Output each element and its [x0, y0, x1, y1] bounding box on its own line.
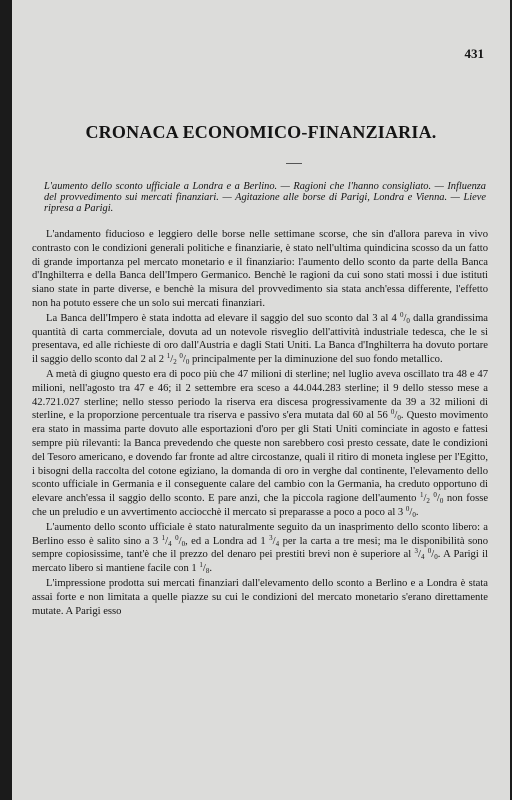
title-divider: [286, 163, 302, 164]
fraction-numerator: 0: [179, 352, 183, 361]
paragraph-5: L'impressione prodotta sui mercati finanziari dall'elevamento dello sconto a Berlino e a Londra è stata assai forte e non limitata a quelle piazze su cui le condizioni del mercato monetario s'erano direttamente mutate. A Parigi esso: [32, 577, 488, 617]
fraction-numerator: 0: [433, 491, 437, 500]
fraction-denominator: 0: [397, 414, 401, 423]
fraction-numerator: 3: [269, 533, 273, 542]
paragraph-4-text: . A Parigi il mercato libero si mantiene facile con 1: [32, 549, 488, 575]
fraction-denominator: 0: [434, 553, 438, 562]
fraction-denominator: 2: [173, 358, 177, 367]
fraction-denominator: 0: [181, 539, 186, 548]
fraction-denominator: 0: [406, 316, 410, 325]
paragraph-1: L'andamento fiducioso e leggiero delle borse nelle settimane scorse, che sin d'allora pareva in vivo contrasto con le condizioni generali politiche e finanziarie, è stato nell'ultima quindicina scosso da un fatto di grande importanza pel mercato monetario e il finanziario: l'aumento dello sconto da parte della Banca d'Inghilterra e della Banca dell'Impero Germanico. Benchè le ragioni da cui sono stati mossi i due istituti siano state in parte diverse, e benchè la misura del provvedimento sia stata anch'essa differente, l'effetto non ha potuto essere che un solo sui mercati finanziari.: [32, 229, 488, 309]
paragraph-2-text: La Banca dell'Impero è stata indotta ad elevare il saggio del suo sconto dal 3 al 4: [46, 312, 397, 324]
paragraph-3-text: non fosse che un preludio e un avvertimento acciocchè il mercato si preparasse a poco a poco al 3: [32, 493, 489, 518]
paragraph-4-text: per la carta a tre mesi; ma le disponibilità sono sempre copiosissime, tant'è che il prezzo del denaro pei prestiti brevi non è superiore al: [32, 535, 489, 561]
article-body: [32, 228, 488, 619]
fraction-numerator: 0: [175, 533, 179, 542]
fraction-numerator: 1: [419, 491, 424, 500]
paragraph-3-text: . Questo movimento era stato in massima parte dovuto alle esportazioni d'oro per gli Stati Uniti cominciate in agosto e fattesi sempre più rilevanti: la Banca prevedendo che queste non sarebbero così presto cessate, date le condizioni del Tesoro americano, e dovendo far fronte ad altre circostanze, quali il ritiro di moneta inglese per l'Egitto, i bisogni della raccolta del cotone egiziano, la domanda di oro in verghe dal continente, l'elevamento dello sconto ufficiale in Germania e il conseguente calare del cambio con la Germania, ha creduto opportuno di elevare anch'essa il saggio dello sconto. E pare anzi, che la piccola ragione dell'aumento: [32, 410, 488, 505]
fraction-numerator: 1: [199, 561, 203, 570]
paragraph-2: La Banca dell'Impero è stata indotta ad elevare il saggio del suo sconto dal 3 al 4 $^0/_0$ dalla grandissima quantità di carta commerciale, dovuta ad un notevole risveglio dell'attività industriale tedesca, che le si presentava, ed alle richieste di oro dall'Austria e dagli Stati Uniti. La Banca d'Inghilterra ha dovuto portare il saggio dello sconto dal 2 al 2 $^1/_2$ $^0/_0$ principalmente per la diminuzione del suo fondo metallico.: [32, 310, 489, 367]
article-summary: L'aumento dello sconto ufficiale a Londra e a Berlino. — Ragioni che l'hanno consigliato. — Influenza del provvedimento sui mercati finanziari. — Agitazione alle borse di Parigi, Londra e Vienna. — Lieve ripresa a Parigi.: [44, 181, 486, 215]
article-title: CRONACA ECONOMICO-FINANZIARIA.: [85, 122, 437, 142]
page-number: 431: [464, 46, 484, 61]
fraction-numerator: 0: [427, 547, 432, 556]
fraction-denominator: 4: [168, 539, 172, 548]
paragraph-4: L'aumento dello sconto ufficiale è stato naturalmente seguito da un inasprimento dello sconto libero: a Berlino esso è salito sino a 3 $^1/_4$ $^0/_0$, ed a Londra ad 1 $^3/_4$ per la carta a tre mesi; ma le disponibilità sono sempre copiosissime, tant'è che il prezzo del denaro pei prestiti brevi non è superiore al $^3/_4$ $^0/_0$. A Parigi il mercato libero si mantiene facile con 1 $^1/_8$.: [32, 521, 489, 576]
paragraph-2-text: dalla grandissima quantità di carta commerciale, dovuta ad un notevole risveglio dell'attività industriale tedesca, che le si presentava, ed alle richieste di oro dall'Austria e dagli Stati Uniti. La Banca d'Inghilterra ha dovuto portare il saggio dello sconto dal 2 al 2: [32, 312, 489, 366]
fraction-numerator: 3: [414, 547, 418, 556]
paragraph-3: A metà di giugno questo era di poco più che 47 milioni di sterline; nel luglio aveva oscillato tra 48 e 47 milioni, nell'agosto tra 47 e 46; il 2 settembre era sceso a 44.044.283 sterline; il 9 dello stesso mese a 42.721.027 sterline; nello stesso periodo la riserva era discesa progressivamente da 39 a 32 milioni di sterline, e la proporzione percentuale tra riserva e passivo s'era mutata dal 60 al 56 $^0/_0$. Questo movimento era stato in massima parte dovuto alle esportazioni d'oro per gli Stati Uniti cominciate in agosto e fattesi sempre più rilevanti: la Banca prevedendo che queste non sarebbero così presto cessate, date le condizioni del Tesoro americano, e dovendo far fronte ad altre circostanze, quali il ritiro di moneta inglese per l'Egitto, i bisogni della raccolta del cotone egiziano, la domanda di oro in verghe dal continente, l'elevamento dello sconto ufficiale in Germania e il conseguente calare del cambio con la Germania, ha creduto opportuno di elevare anch'essa il saggio dello sconto. E pare anzi, che la piccola ragione dell'aumento $^1/_2$ $^0/_0$ non fosse che un preludio e un avvertimento acciocchè il mercato si preparasse a poco a poco al 3 $^0/_0$.: [32, 368, 489, 519]
fraction-numerator: 1: [166, 352, 171, 361]
paragraph-4-text: , ed a Londra ad 1: [185, 535, 266, 547]
fraction-numerator: 1: [161, 533, 166, 542]
fraction-denominator: 0: [439, 497, 444, 506]
paragraph-4-text: L'aumento dello sconto ufficiale è stato naturalmente seguito da un inasprimento dello sconto libero: a Berlino esso è salito sino a 3: [32, 521, 488, 547]
fraction-numerator: 0: [390, 408, 395, 417]
fraction-denominator: 4: [275, 539, 280, 548]
fraction-numerator: 0: [399, 310, 404, 319]
paragraph-3-text: A metà di giugno questo era di poco più che 47 milioni di sterline; nel luglio aveva oscillato tra 48 e 47 milioni, nell'agosto tra 47 e 46; il 2 settembre era sceso a 44.044.283 sterline; il 9 dello stesso mese a 42.721.027 sterline; nello stesso periodo la riserva era discesa progressivamente da 39 a 32 milioni di sterline, e la proporzione percentuale tra riserva e passivo s'era mutata dal 60 al 56: [32, 368, 488, 422]
fraction-denominator: 0: [412, 510, 416, 519]
book-page: [12, 0, 510, 800]
fraction-denominator: 2: [426, 497, 430, 506]
paragraph-2-text: principalmente per la diminuzione del suo fondo metallico.: [191, 354, 443, 366]
fraction-denominator: 0: [185, 358, 190, 367]
fraction-denominator: 8: [205, 567, 210, 576]
fraction-numerator: 0: [405, 504, 410, 513]
fraction-denominator: 4: [420, 553, 425, 562]
